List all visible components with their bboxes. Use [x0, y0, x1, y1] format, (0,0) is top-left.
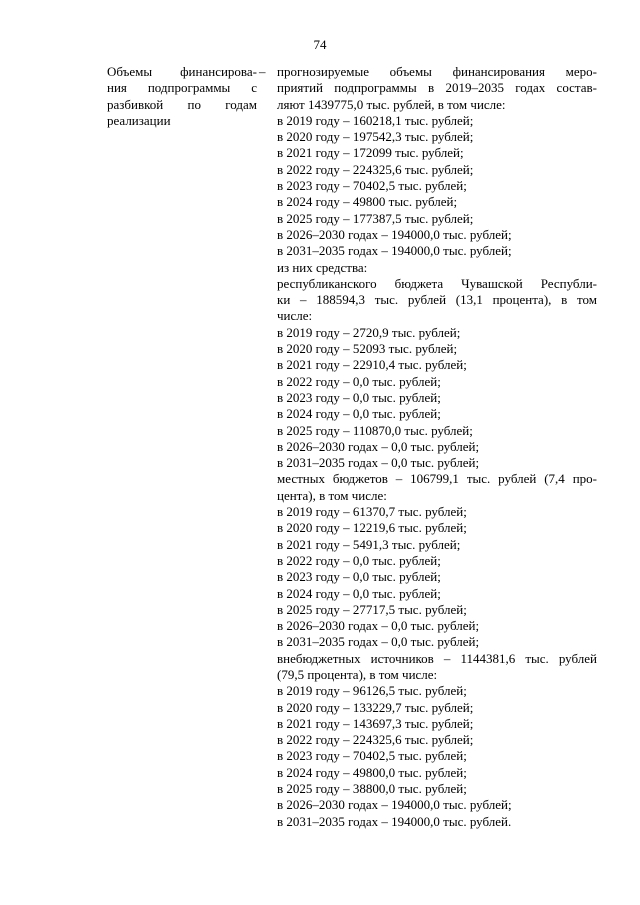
section-label-line: Объемы финансирова-: [107, 64, 257, 79]
content-line: в 2031–2035 годах – 194000,0 тыс. рублей;: [277, 243, 512, 259]
content-line: в 2023 году – 70402,5 тыс. рублей;: [277, 748, 467, 764]
section-label: [107, 64, 257, 129]
content-line: в 2019 году – 2720,9 тыс. рублей;: [277, 324, 461, 340]
content-line: в 2022 году – 0,0 тыс. рублей;: [277, 373, 441, 389]
content-line: в 2026–2030 годах – 194000,0 тыс. рублей;: [277, 797, 512, 813]
content-line: ляют 1439775,0 тыс. рублей, в том числе:: [277, 96, 506, 112]
content-line: в 2026–2030 годах – 0,0 тыс. рублей;: [277, 618, 480, 634]
page-number: 74: [313, 37, 327, 52]
content-line: в 2020 году – 52093 тыс. рублей;: [277, 341, 458, 357]
content-line: в 2026–2030 годах – 0,0 тыс. рублей;: [277, 438, 480, 454]
financing-content: [277, 64, 597, 830]
content-line: в 2031–2035 годах – 0,0 тыс. рублей;: [277, 455, 480, 471]
content-line: в 2019 году – 96126,5 тыс. рублей;: [277, 683, 467, 699]
section-label-line: ния подпрограммы с: [107, 80, 257, 96]
content-line: в 2024 году – 0,0 тыс. рублей;: [277, 406, 441, 422]
content-line: в 2023 году – 70402,5 тыс. рублей;: [277, 178, 467, 194]
content-line: в 2020 году – 197542,3 тыс. рублей;: [277, 129, 474, 145]
content-line: приятий подпрограммы в 2019–2035 годах состав-: [277, 80, 597, 96]
content-line: в 2025 году – 177387,5 тыс. рублей;: [277, 210, 474, 226]
label-dash: –: [259, 64, 266, 79]
content-line: в 2025 году – 38800,0 тыс. рублей;: [277, 781, 467, 797]
content-line: в 2023 году – 0,0 тыс. рублей;: [277, 389, 441, 405]
content-line: в 2025 году – 110870,0 тыс. рублей;: [277, 422, 473, 438]
content-line: в 2022 году – 224325,6 тыс. рублей;: [277, 161, 474, 177]
content-line: в 2021 году – 22910,4 тыс. рублей;: [277, 357, 467, 373]
content-line: из них средства:: [277, 259, 368, 275]
content-line: прогнозируемые объемы финансирования меро-: [277, 64, 597, 79]
content-line: в 2024 году – 49800 тыс. рублей;: [277, 194, 458, 210]
content-line: в 2020 году – 12219,6 тыс. рублей;: [277, 520, 467, 536]
content-line: в 2022 году – 224325,6 тыс. рублей;: [277, 732, 474, 748]
content-line: внебюджетных источников – 1144381,6 тыс. рублей: [277, 650, 597, 666]
content-line: в 2026–2030 годах – 194000,0 тыс. рублей;: [277, 226, 512, 242]
content-line: цента), в том числе:: [277, 487, 387, 503]
content-line: в 2019 году – 61370,7 тыс. рублей;: [277, 504, 467, 520]
content-line: в 2021 году – 5491,3 тыс. рублей;: [277, 536, 461, 552]
section-label-line: разбивкой по годам: [107, 96, 257, 112]
content-line: республиканского бюджета Чувашской Республи-: [277, 275, 597, 291]
content-line: в 2024 году – 49800,0 тыс. рублей;: [277, 764, 467, 780]
content-line: ки – 188594,3 тыс. рублей (13,1 процента), в том: [277, 292, 597, 308]
content-line: (79,5 процента), в том числе:: [277, 666, 438, 682]
content-line: в 2023 году – 0,0 тыс. рублей;: [277, 569, 441, 585]
content-line: в 2021 году – 143697,3 тыс. рублей;: [277, 715, 474, 731]
content-line: местных бюджетов – 106799,1 тыс. рублей (7,4 про-: [277, 471, 597, 487]
content-line: в 2020 году – 133229,7 тыс. рублей;: [277, 699, 474, 715]
content-line: в 2031–2035 годах – 194000,0 тыс. рублей.: [277, 813, 512, 829]
content-line: числе:: [277, 308, 313, 324]
content-line: в 2022 году – 0,0 тыс. рублей;: [277, 552, 441, 568]
content-line: в 2019 году – 160218,1 тыс. рублей;: [277, 112, 474, 128]
section-label-line: реализации: [107, 112, 171, 128]
content-line: в 2031–2035 годах – 0,0 тыс. рублей;: [277, 634, 480, 650]
content-line: в 2024 году – 0,0 тыс. рублей;: [277, 585, 441, 601]
content-line: в 2021 году – 172099 тыс. рублей;: [277, 145, 464, 161]
content-line: в 2025 году – 27717,5 тыс. рублей;: [277, 601, 467, 617]
